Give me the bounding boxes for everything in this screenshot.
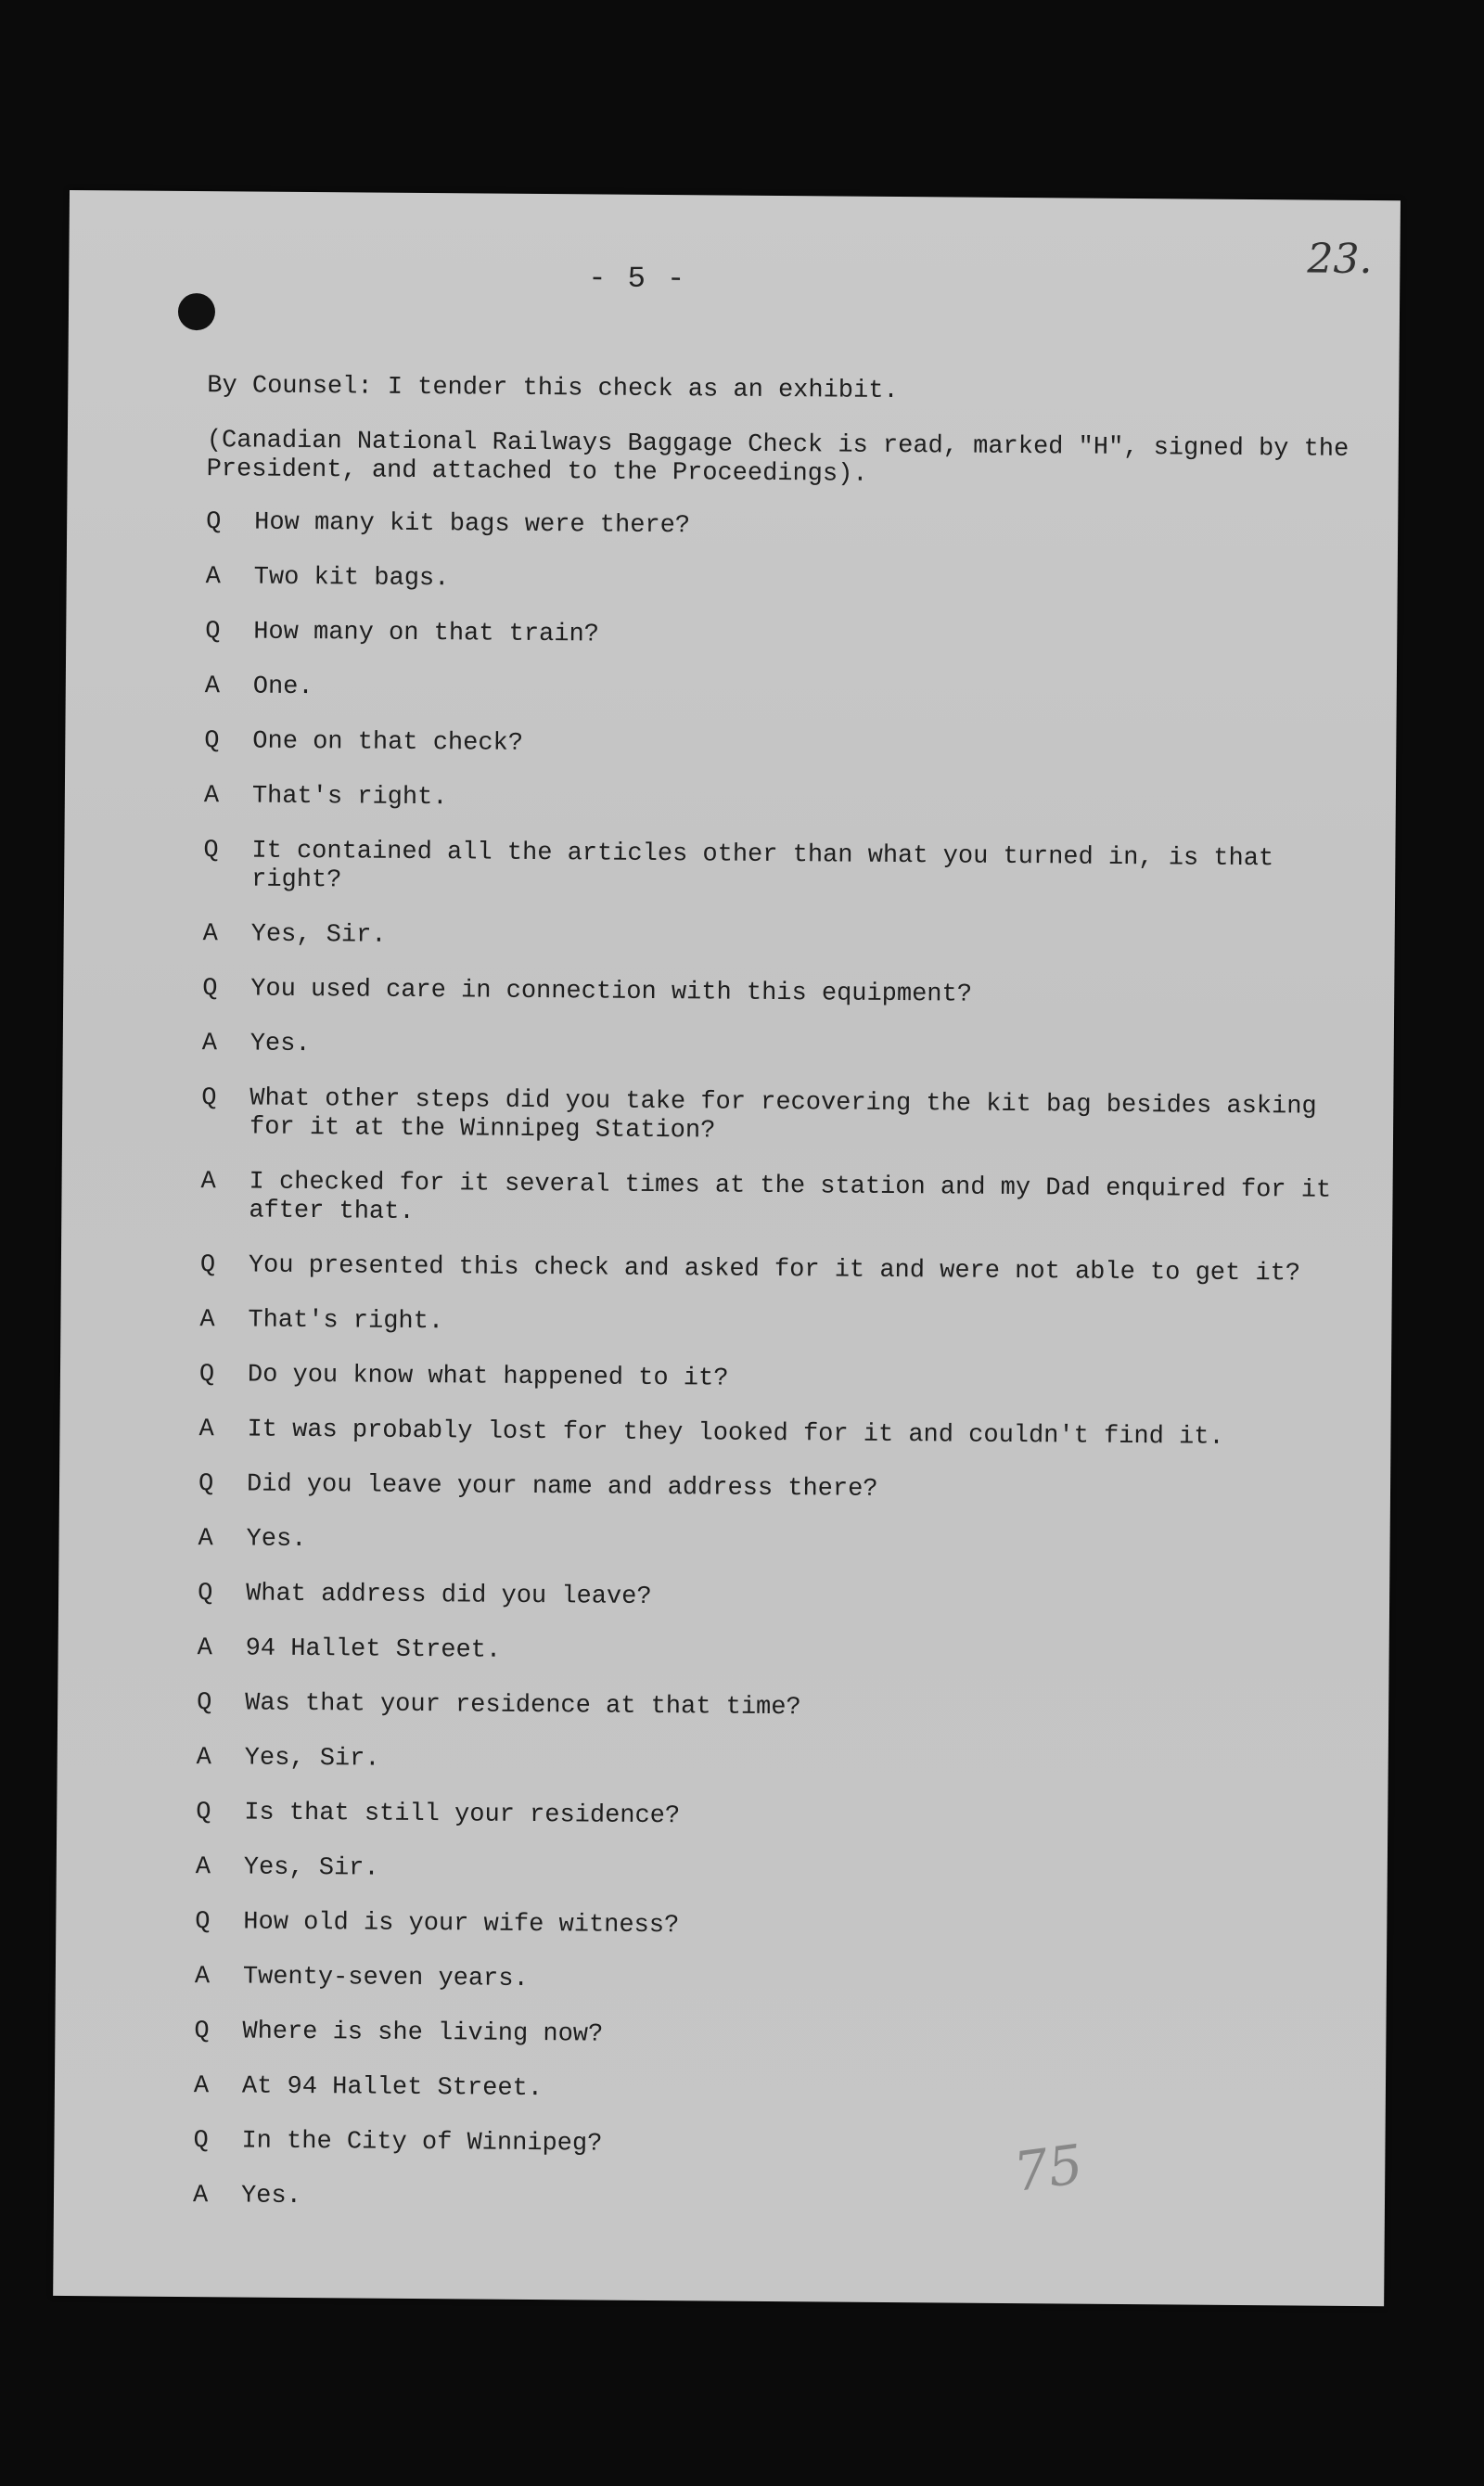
qa-marker: A <box>203 782 220 811</box>
qa-text: Yes. <box>249 1030 311 1059</box>
qa-marker: A <box>199 1306 215 1335</box>
qa-text: Yes, Sir. <box>250 920 387 950</box>
qa-row <box>204 727 1363 765</box>
folio-number: 23. <box>1307 235 1373 284</box>
pencil-mark: 75 <box>1010 2132 1087 2204</box>
qa-row <box>205 673 1364 711</box>
qa-row <box>193 2182 1352 2220</box>
qa-marker: A <box>196 1744 212 1773</box>
transcript-body <box>193 372 1367 2246</box>
qa-row <box>199 1361 1359 1399</box>
qa-text: Yes, Sir. <box>244 1744 380 1774</box>
qa-marker: A <box>192 2182 209 2210</box>
qa-marker: Q <box>206 508 222 537</box>
qa-row <box>206 563 1365 601</box>
punch-hole <box>178 293 215 330</box>
qa-text: Is that still your residence? <box>244 1799 681 1831</box>
qa-text: 94 Hallet Street. <box>245 1634 502 1665</box>
qa-row <box>196 1799 1355 1837</box>
qa-marker: A <box>194 1963 211 1992</box>
qa-marker: Q <box>193 2127 209 2156</box>
qa-text: How many kit bags were there? <box>254 508 691 541</box>
qa-marker: A <box>197 1634 212 1663</box>
qa-text: What address did you leave? <box>246 1580 652 1611</box>
qa-marker: A <box>198 1416 214 1444</box>
qa-list <box>193 508 1365 2220</box>
qa-row <box>196 1853 1355 1891</box>
qa-row <box>194 2018 1353 2056</box>
qa-text: Yes, Sir. <box>243 1853 379 1883</box>
qa-marker: A <box>198 1525 213 1554</box>
qa-text: I checked for it several times at the station and my Dad enquired for it after that. <box>249 1168 1332 1226</box>
qa-row <box>202 975 1362 1013</box>
qa-row <box>197 1689 1356 1727</box>
qa-marker: A <box>202 920 219 949</box>
qa-row <box>197 1744 1356 1782</box>
qa-marker: Q <box>196 1799 211 1827</box>
qa-row <box>200 1168 1360 1235</box>
qa-row <box>204 782 1363 820</box>
qa-text: Was that your residence at that time? <box>245 1689 801 1723</box>
qa-row <box>202 1030 1362 1068</box>
qa-marker: Q <box>195 1908 211 1937</box>
qa-text: It was probably lost for they looked for it and couldn't find it. <box>247 1416 1224 1452</box>
qa-marker: Q <box>202 975 218 1004</box>
qa-text: Do you know what happened to it? <box>247 1361 729 1393</box>
qa-marker: Q <box>194 2018 210 2046</box>
qa-text: That's right. <box>251 782 448 813</box>
qa-row <box>203 837 1362 903</box>
qa-row <box>201 1084 1361 1151</box>
qa-row <box>206 508 1365 546</box>
qa-marker: Q <box>197 1689 212 1718</box>
qa-text: Yes. <box>240 2182 301 2211</box>
qa-row <box>198 1525 1357 1563</box>
qa-marker: A <box>201 1030 218 1058</box>
qa-row <box>195 1908 1354 1946</box>
qa-row <box>199 1306 1359 1344</box>
qa-marker: Q <box>205 618 221 647</box>
qa-marker: A <box>200 1168 216 1197</box>
qa-text: You used care in connection with this equipment? <box>250 975 973 1009</box>
page-number: - 5 - <box>588 261 687 297</box>
qa-marker: A <box>193 2072 210 2101</box>
qa-text: That's right. <box>248 1306 444 1337</box>
qa-row <box>198 1416 1358 1454</box>
qa-text: What other steps did you take for recovering the kit bag besides asking for it at the Winnipeg Station? <box>249 1084 1317 1146</box>
qa-marker: Q <box>199 1251 216 1280</box>
qa-row <box>194 2072 1353 2110</box>
qa-marker: Q <box>201 1084 217 1113</box>
document-page <box>53 190 1401 2306</box>
qa-row <box>198 1580 1357 1618</box>
qa-text: Where is she living now? <box>242 2018 604 2049</box>
qa-row <box>200 1251 1360 1289</box>
qa-marker: A <box>204 673 221 701</box>
qa-text: How many on that train? <box>253 618 600 649</box>
qa-marker: A <box>205 563 222 592</box>
qa-text: In the City of Winnipeg? <box>241 2127 603 2159</box>
qa-row <box>203 920 1362 958</box>
qa-row <box>205 618 1364 656</box>
qa-marker: Q <box>203 837 219 865</box>
qa-text: Did you leave your name and address there? <box>246 1470 878 1504</box>
qa-text: At 94 Hallet Street. <box>241 2072 544 2104</box>
qa-text: One. <box>252 673 313 702</box>
qa-text: Two kit bags. <box>253 563 450 594</box>
qa-marker: Q <box>198 1361 215 1390</box>
exhibit-note: (Canadian National Railways Baggage Check is read, marked "H", signed by the President, and attached to the Proceedings). <box>206 427 1350 489</box>
qa-marker: A <box>195 1853 211 1882</box>
qa-text: One on that check? <box>252 727 524 758</box>
qa-row <box>193 2127 1352 2165</box>
qa-marker: Q <box>198 1580 213 1608</box>
qa-text: How old is your wife witness? <box>243 1908 680 1941</box>
qa-row <box>198 1634 1357 1672</box>
qa-row <box>195 1963 1354 2001</box>
counsel-line: By Counsel: I tender this check as an exhibit. <box>207 372 899 406</box>
qa-text: It contained all the articles other than what you turned in, is that right? <box>251 837 1274 895</box>
qa-text: Yes. <box>246 1525 307 1555</box>
qa-text: Twenty-seven years. <box>242 1963 529 1993</box>
qa-row <box>198 1470 1358 1508</box>
qa-text: You presented this check and asked for it and were not able to get it? <box>248 1251 1301 1288</box>
qa-marker: Q <box>198 1470 214 1499</box>
qa-marker: Q <box>204 727 220 756</box>
